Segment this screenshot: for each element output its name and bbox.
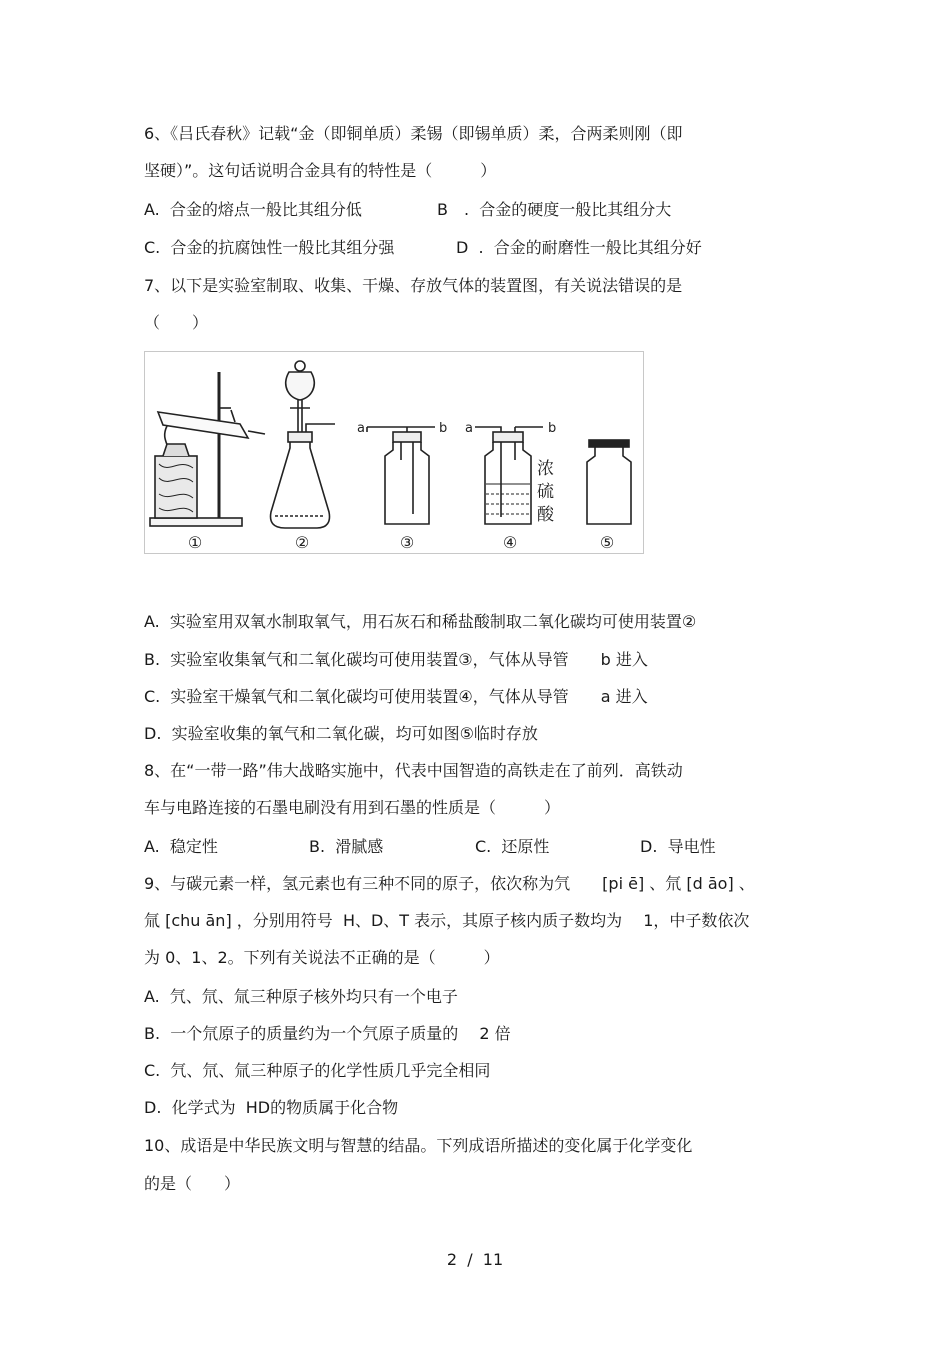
q9-stem-line1: 9、与碳元素一样，氢元素也有三种不同的原子，依次称为氕 [pi ē] 、氘 [d āo] 、 [144, 874, 755, 893]
q8-option-b: B. 滑腻感 [309, 837, 384, 856]
apparatus-drawing [145, 352, 643, 553]
q7-stem-line2: （ ） [144, 313, 209, 332]
q8-option-a: A. 稳定性 [144, 837, 218, 856]
acid-label-2: 硫 [537, 482, 554, 502]
q9-option-b: B. 一个氘原子的质量约为一个氕原子质量的 2 倍 [144, 1024, 511, 1043]
port-b-label-4: b [548, 421, 557, 436]
acid-label-3: 酸 [537, 505, 554, 525]
q9-option-d: D. 化学式为 HD的物质属于化合物 [144, 1098, 399, 1117]
q6-stem-line1: 6、《吕氏春秋》记载“金（即铜单质）柔锡（即锡单质）柔，合两柔则刚（即 [144, 124, 683, 143]
q8-option-d: D. 导电性 [640, 837, 716, 856]
q6-option-c: C. 合金的抗腐蚀性一般比其组分强 [144, 238, 395, 257]
q10-stem-line2: 的是（ ） [144, 1174, 241, 1193]
q8-option-c: C. 还原性 [475, 837, 550, 856]
q7-option-a: A. 实验室用双氧水制取氧气，用石灰石和稀盐酸制取二氧化碳均可使用装置② [144, 612, 697, 631]
q7-option-c: C. 实验室干燥氧气和二氧化碳均可使用装置④，气体从导管 a 进入 [144, 687, 648, 706]
port-a-label-3: a [357, 421, 365, 436]
q6-option-a: A. 合金的熔点一般比其组分低 [144, 200, 362, 219]
figure-label-4: ④ [502, 533, 518, 552]
figure-label-5: ⑤ [599, 533, 615, 552]
acid-label-1: 浓 [537, 459, 554, 479]
figure-label-2: ② [294, 533, 310, 552]
figure-label-3: ③ [399, 533, 415, 552]
q9-stem-line3: 为 0、1、2。下列有关说法不正确的是（ ） [144, 948, 500, 967]
port-a-label-4: a [465, 421, 473, 436]
q9-option-c: C. 氕、氘、氚三种原子的化学性质几乎完全相同 [144, 1061, 491, 1080]
q7-option-d: D. 实验室收集的氧气和二氧化碳，均可如图⑤临时存放 [144, 724, 538, 743]
q8-stem-line1: 8、在“一带一路”伟大战略实施中，代表中国智造的高铁走在了前列．高铁动 [144, 761, 683, 780]
figure-label-1: ① [187, 533, 203, 552]
q7-stem-line1: 7、以下是实验室制取、收集、干燥、存放气体的装置图，有关说法错误的是 [144, 276, 683, 295]
q10-stem-line1: 10、成语是中华民族文明与智慧的结晶。下列成语所描述的变化属于化学变化 [144, 1136, 693, 1155]
page-number: 2 / 11 [446, 1250, 504, 1269]
apparatus-figure [144, 351, 644, 554]
q8-stem-line2: 车与电路连接的石墨电刷没有用到石墨的性质是（ ） [144, 798, 561, 817]
q9-stem-line2: 氚 [chu ān] ，分别用符号 H、D、T 表示，其原子核内质子数均为 1，中子数依次 [144, 911, 750, 930]
q7-option-b: B. 实验室收集氧气和二氧化碳均可使用装置③，气体从导管 b 进入 [144, 650, 648, 669]
q6-option-d: D . 合金的耐磨性一般比其组分好 [456, 238, 702, 257]
port-b-label-3: b [439, 421, 448, 436]
q6-option-b: B . 合金的硬度一般比其组分大 [437, 200, 672, 219]
q9-option-a: A. 氕、氘、氚三种原子核外均只有一个电子 [144, 987, 458, 1006]
q6-stem-line2: 坚硬）”。这句话说明合金具有的特性是（ ） [144, 161, 497, 180]
